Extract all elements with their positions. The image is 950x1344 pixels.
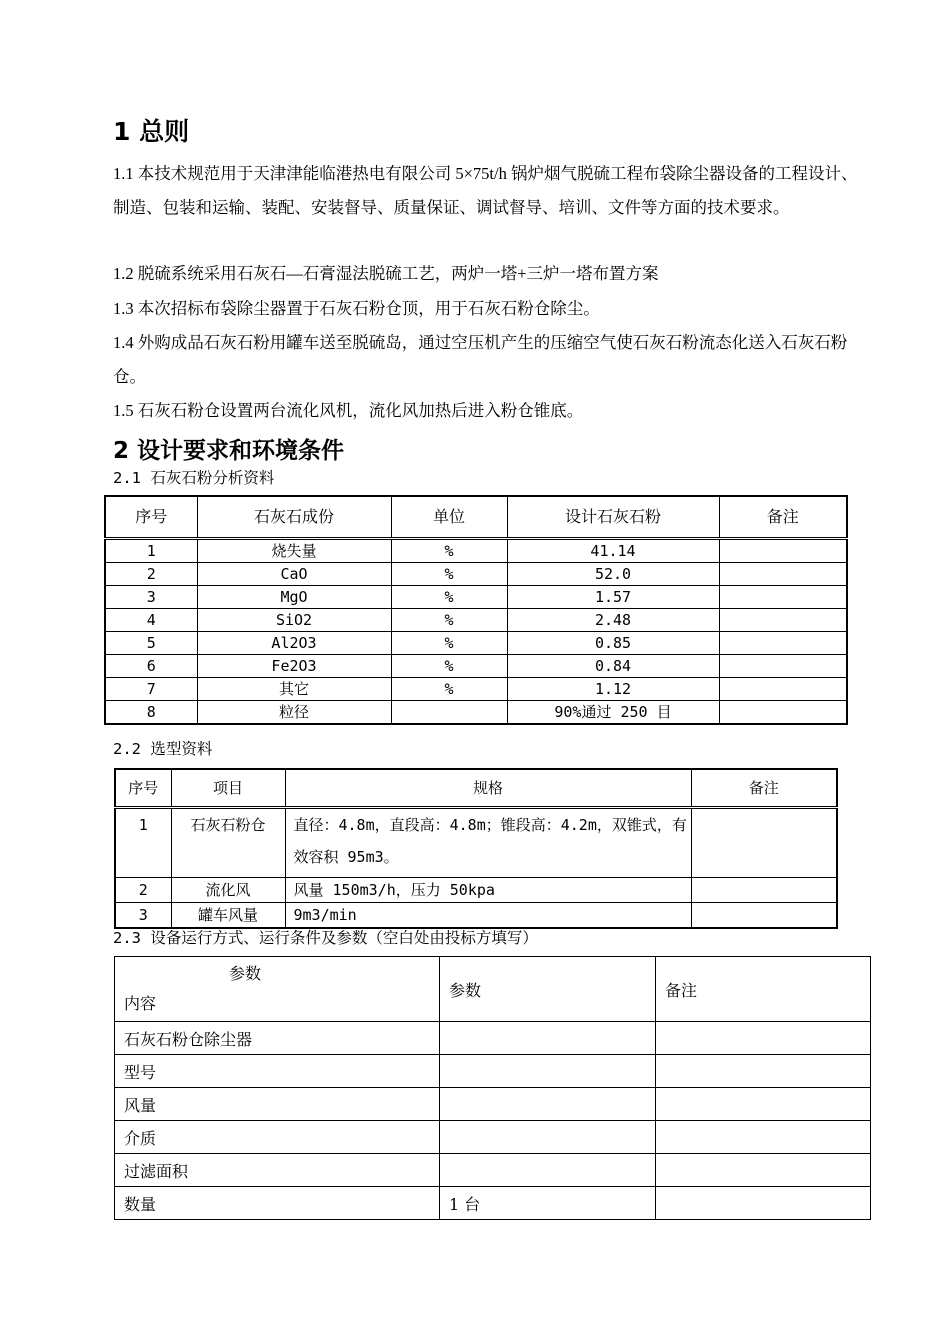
table-cell: % [391, 678, 507, 701]
table-cell: 1.12 [507, 678, 719, 701]
table-cell: 风量 150m3/h，压力 50kpa [285, 878, 691, 903]
table-cell[interactable] [440, 1121, 656, 1154]
table-3-caption: 2.3 设备运行方式、运行条件及参数（空白处由投标方填写） [113, 929, 538, 947]
table-cell[interactable] [656, 1154, 871, 1187]
table-header-row [115, 769, 837, 808]
header-cell: 规格 [285, 769, 691, 808]
table-cell: 0.85 [507, 632, 719, 655]
header-cell: 石灰石成份 [197, 496, 391, 539]
table-cell: 41.14 [507, 539, 719, 563]
table-cell: 石灰石粉仓 [171, 808, 285, 878]
table-row [115, 1055, 871, 1088]
paragraph-1-3: 1.3 本次招标布袋除尘器置于石灰石粉仓顶，用于石灰石粉仓除尘。 [113, 299, 600, 318]
table-cell: % [391, 655, 507, 678]
table-1-caption: 2.1 石灰石粉分析资料 [113, 469, 275, 487]
table-cell: 1.57 [507, 586, 719, 609]
table-cell: 3 [105, 586, 197, 609]
table-row [105, 563, 847, 586]
table-cell [691, 903, 837, 929]
table-cell: MgO [197, 586, 391, 609]
table-cell: 1 [105, 539, 197, 563]
table-header-row [115, 957, 871, 1022]
table-cell[interactable] [656, 1088, 871, 1121]
header-cell: 序号 [115, 769, 171, 808]
table-cell: 5 [105, 632, 197, 655]
table-cell[interactable] [656, 1055, 871, 1088]
diag-header-bottom: 内容 [124, 994, 157, 1013]
table-cell[interactable] [440, 1154, 656, 1187]
paragraph-1-2: 1.2 脱硫系统采用石灰石—石膏湿法脱硫工艺，两炉一塔+三炉一塔布置方案 [113, 264, 659, 283]
table-cell: 石灰石粉仓除尘器 [115, 1022, 440, 1055]
table-cell [719, 632, 847, 655]
table-cell[interactable] [656, 1022, 871, 1055]
table-cell: 数量 [115, 1187, 440, 1220]
table-cell [391, 701, 507, 725]
section-2-heading: 2 设计要求和环境条件 [113, 438, 345, 464]
paragraph-1-5: 1.5 石灰石粉仓设置两台流化风机，流化风加热后进入粉仓锥底。 [113, 401, 584, 420]
table-row [115, 878, 837, 903]
table-row [115, 1022, 871, 1055]
table-2-caption: 2.2 选型资料 [113, 740, 213, 758]
table-row [115, 1154, 871, 1187]
table-cell [691, 808, 837, 878]
diag-header-top: 参数 [229, 964, 262, 983]
header-cell: 备注 [656, 957, 871, 1022]
table-row [105, 632, 847, 655]
diagonal-header-cell [115, 957, 440, 1022]
table-row [115, 1088, 871, 1121]
table-cell: % [391, 586, 507, 609]
table-row [115, 903, 837, 929]
table-cell [719, 586, 847, 609]
table-cell: 7 [105, 678, 197, 701]
table-cell: Al2O3 [197, 632, 391, 655]
table-cell: 其它 [197, 678, 391, 701]
table-cell[interactable] [440, 1055, 656, 1088]
table-cell: 2 [105, 563, 197, 586]
table-cell [719, 678, 847, 701]
table-row [115, 808, 837, 878]
table-cell [719, 655, 847, 678]
header-cell: 单位 [391, 496, 507, 539]
table-cell: 介质 [115, 1121, 440, 1154]
table-row [115, 1187, 871, 1220]
table-cell: % [391, 632, 507, 655]
header-cell: 备注 [719, 496, 847, 539]
table-cell: 2.48 [507, 609, 719, 632]
table-cell [691, 878, 837, 903]
table-cell: 烧失量 [197, 539, 391, 563]
table-row [115, 1121, 871, 1154]
table-cell: CaO [197, 563, 391, 586]
header-cell: 项目 [171, 769, 285, 808]
table-header-row [105, 496, 847, 539]
table-cell: % [391, 563, 507, 586]
table-row [105, 586, 847, 609]
table-row [105, 678, 847, 701]
table-row [105, 609, 847, 632]
table-cell: 6 [105, 655, 197, 678]
paragraph-1-1: 1.1 本技术规范用于天津津能临港热电有限公司 5×75t/h 锅炉烟气脱硫工程布袋除尘器设备的工程设计、制造、包装和运输、装配、安装督导、质量保证、调试督导、培训、文件等方面的技术要求。 [113, 164, 858, 217]
table-cell[interactable] [656, 1187, 871, 1220]
table-cell: 型号 [115, 1055, 440, 1088]
table-cell [719, 609, 847, 632]
table-cell[interactable] [440, 1088, 656, 1121]
table-cell: 过滤面积 [115, 1154, 440, 1187]
table-cell [719, 701, 847, 725]
header-cell: 参数 [440, 957, 656, 1022]
limestone-analysis-table [104, 495, 848, 725]
table-row [105, 655, 847, 678]
header-cell: 序号 [105, 496, 197, 539]
selection-data-table [114, 768, 838, 929]
table-cell: 风量 [115, 1088, 440, 1121]
table-cell: % [391, 539, 507, 563]
table-cell: 4 [105, 609, 197, 632]
operating-parameters-table [114, 956, 871, 1220]
table-cell: 2 [115, 878, 171, 903]
paragraph-1-4: 1.4 外购成品石灰石粉用罐车送至脱硫岛，通过空压机产生的压缩空气使石灰石粉流态化送入石灰石粉仓。 [113, 333, 848, 386]
table-cell: Fe2O3 [197, 655, 391, 678]
table-cell: 直径：4.8m，直段高：4.8m；锥段高：4.2m，双锥式，有效容积 95m3。 [285, 808, 691, 878]
table-row [105, 701, 847, 725]
table-cell: 90%通过 250 目 [507, 701, 719, 725]
table-cell: % [391, 609, 507, 632]
header-cell: 备注 [691, 769, 837, 808]
table-cell[interactable]: 1 台 [440, 1187, 656, 1220]
header-cell: 设计石灰石粉 [507, 496, 719, 539]
table-cell: 1 [115, 808, 171, 878]
table-cell: 52.0 [507, 563, 719, 586]
table-cell[interactable] [656, 1121, 871, 1154]
table-cell [719, 539, 847, 563]
table-cell: 3 [115, 903, 171, 929]
table-cell: 罐车风量 [171, 903, 285, 929]
table-cell[interactable] [440, 1022, 656, 1055]
section-1-heading: 1 总则 [113, 117, 190, 146]
table-cell: 流化风 [171, 878, 285, 903]
table-cell: 9m3/min [285, 903, 691, 929]
table-row [105, 539, 847, 563]
table-cell [719, 563, 847, 586]
table-cell: 0.84 [507, 655, 719, 678]
table-cell: SiO2 [197, 609, 391, 632]
table-cell: 粒径 [197, 701, 391, 725]
table-cell: 8 [105, 701, 197, 725]
